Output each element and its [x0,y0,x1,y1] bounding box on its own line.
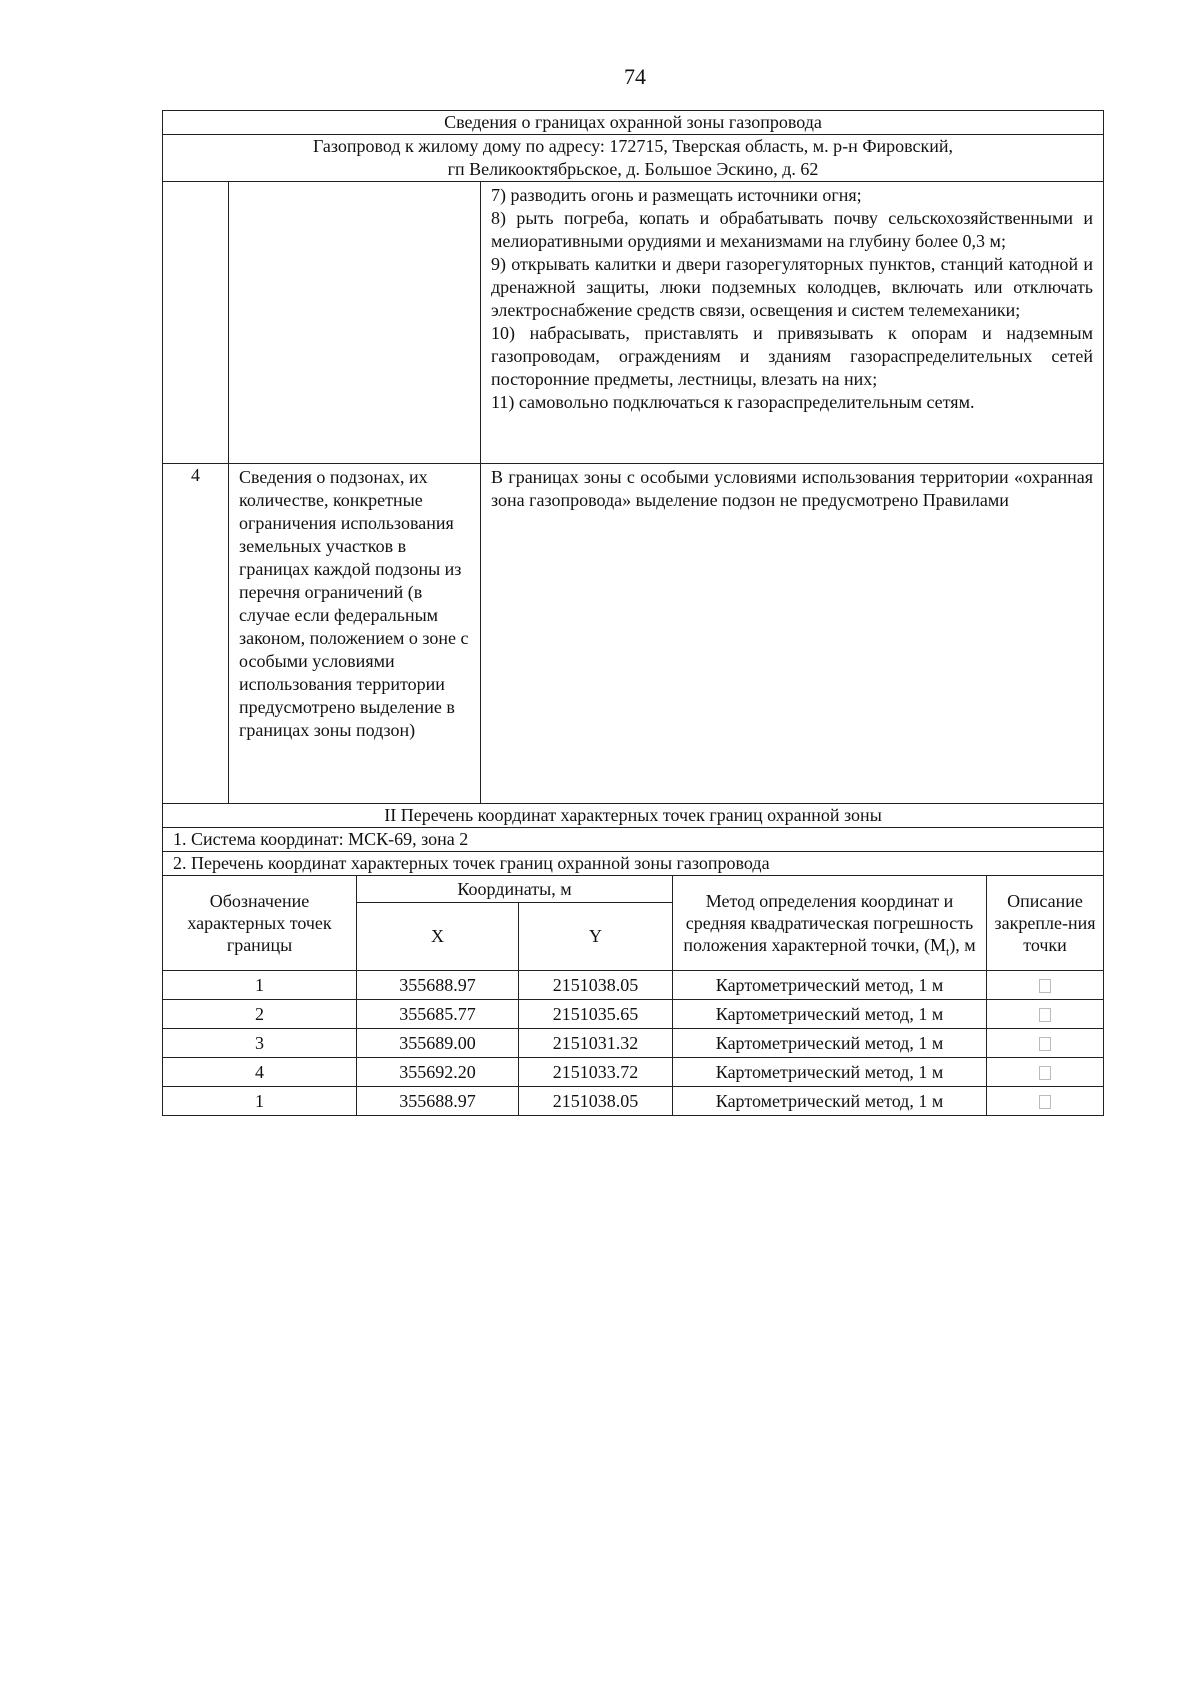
cell-y: 2151033.72 [519,1057,673,1086]
header-x: X [357,902,519,970]
cell-method: Картометрический метод, 1 м [673,999,987,1028]
empty-box-icon [1039,1066,1051,1080]
empty-box-icon [1039,1095,1051,1109]
cell-point: 4 [163,1057,357,1086]
cell-x: 355688.97 [357,1086,519,1115]
table-row [163,970,1104,999]
subtitle-line-1: Газопровод к жилому дому по адресу: 172715, Тверская область, м. р-н Фировский, [312,136,954,156]
coordinates-list-title: 2. Перечень координат характерных точек границ охранной зоны газопровода [163,852,1104,876]
table-row [163,999,1104,1028]
document-sheet [162,110,1103,1116]
empty-box-icon [1039,979,1051,993]
header-coords: Координаты, м [357,875,673,902]
restriction-item: 11) самовольно подключаться к газораспределительным сетям. [491,392,975,412]
table-title: Сведения о границах охранной зоны газопровода [163,111,1104,135]
empty-label-cell [229,182,481,464]
empty-box-icon [1039,1008,1051,1022]
table-row [163,1057,1104,1086]
cell-description [987,1057,1104,1086]
row-number: 4 [163,464,229,804]
cell-y: 2151031.32 [519,1028,673,1057]
table-subtitle [163,135,1104,182]
header-description: Описание закрепле-ния точки [987,875,1104,970]
cell-point: 1 [163,1086,357,1115]
cell-y: 2151038.05 [519,1086,673,1115]
cell-x: 355685.77 [357,999,519,1028]
cell-x: 355688.97 [357,970,519,999]
restriction-item: 7) разводить огонь и размещать источники огня; [491,185,862,205]
page-number: 74 [624,64,646,89]
cell-description [987,1086,1104,1115]
cell-method: Картометрический метод, 1 м [673,1057,987,1086]
table-row [163,1028,1104,1057]
header-method-text: Метод определения координат и средняя квадратическая погрешность положения характерной точки, (M [683,890,974,955]
cell-method: Картометрический метод, 1 м [673,1086,987,1115]
subtitle-line-2: гп Великооктябрьское, д. Большое Эскино, д. 62 [447,159,819,179]
header-y: Y [519,902,673,970]
restriction-item: 10) набрасывать, приставлять и привязывать к опорам и надземным газопроводам, ограждениям и зданиям газораспределительных сетей посторонние предметы, лестницы, влезать на них; [491,323,1094,389]
section-title: II Перечень координат характерных точек границ охранной зоны [163,804,1104,828]
cell-point: 3 [163,1028,357,1057]
cell-method: Картометрический метод, 1 м [673,970,987,999]
coordinates-table [162,875,1104,1116]
cell-y: 2151038.05 [519,970,673,999]
cell-description [987,1028,1104,1057]
restrictions-cell [481,182,1104,464]
restriction-item: 8) рыть погреба, копать и обрабатывать почву сельскохозяйственными и мелиоративными орудиями и механизмами на глубину более 0,3 м; [491,208,1094,251]
restriction-item: 9) открывать калитки и двери газорегуляторных пунктов, станций катодной и дренажной защиты, люки подземных колодцев, включать или отключать электроснабжение средств связи, освещения и систем телемеханики; [491,254,1094,320]
coordinate-system: 1. Система координат: МСК-69, зона 2 [163,828,1104,852]
cell-x: 355689.00 [357,1028,519,1057]
zone-info-table [162,110,1104,876]
row-value: В границах зоны с особыми условиями использования территории «охранная зона газопровода» выделение подзон не предусмотрено Правилами [481,464,1104,804]
table-row [163,1086,1104,1115]
row-label: Сведения о подзонах, их количестве, конкретные ограничения использования земельных участков в границах каждой подзоны из перечня ограничений (в случае если федеральным законом, положением о зоне с особыми условиями использования территории предусмотрено выделение в границах зоны подзон) [229,464,481,804]
cell-point: 2 [163,999,357,1028]
empty-number-cell [163,182,229,464]
header-method [673,875,987,970]
header-point: Обозначение характерных точек границы [163,875,357,970]
cell-y: 2151035.65 [519,999,673,1028]
cell-description [987,999,1104,1028]
header-method-suffix: ), м [949,934,976,955]
cell-description [987,970,1104,999]
cell-method: Картометрический метод, 1 м [673,1028,987,1057]
header-method-subscript: t [945,944,950,959]
empty-box-icon [1039,1037,1051,1051]
cell-x: 355692.20 [357,1057,519,1086]
cell-point: 1 [163,970,357,999]
